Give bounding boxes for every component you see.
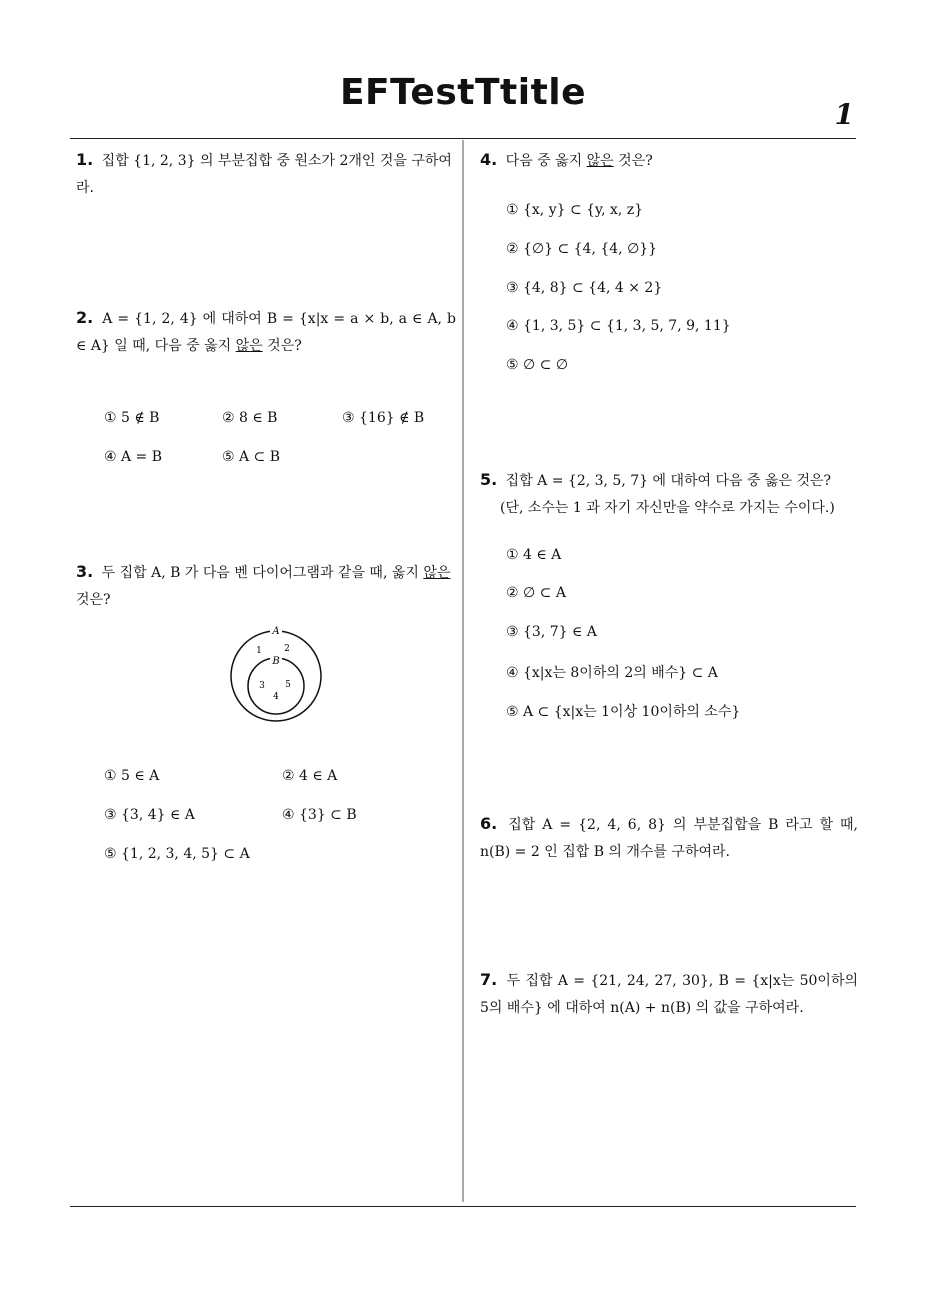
question-2 [76,304,456,360]
venn-diagram [228,624,328,724]
q2-choice-5[interactable]: ⑤ A ⊂ B [222,449,281,465]
q3-choice-4[interactable]: ④ {3} ⊂ B [282,807,357,823]
venn-element-inner-1: 3 [259,681,265,691]
top-rule [70,138,856,139]
question-3-text: 두 집합 A, B 가 다음 벤 다이어그램과 같을 때, 옳지 [101,565,424,581]
question-7-number: 7. [480,970,498,989]
q2-choice-3[interactable]: ③ {16} ∉ B [342,410,425,426]
question-3 [76,558,456,614]
question-5-number: 5. [480,470,498,489]
q2-choice-2[interactable]: ② 8 ∈ B [222,410,278,426]
q3-choice-3[interactable]: ③ {3, 4} ∈ A [104,807,195,823]
question-2-underlined: 않은 [235,338,263,354]
q5-choice-1[interactable]: ① 4 ∈ A [506,547,562,563]
question-4 [480,146,860,175]
q2-choice-4[interactable]: ④ A = B [104,449,163,465]
venn-label-b: B [272,656,280,667]
question-6-number: 6. [480,814,498,833]
venn-element-inner-2: 5 [285,680,291,690]
question-6-text: 집합 A = {2, 4, 6, 8} 의 부분집합을 B 라고 할 때, n(B) = 2 인 집합 B 의 개수를 구하여라. [480,817,858,860]
question-4-text: 다음 중 옳지 [505,153,587,169]
q2-choice-1[interactable]: ① 5 ∉ B [104,410,160,426]
question-5 [480,466,860,522]
q4-choice-3[interactable]: ③ {4, 8} ⊂ {4, 4 × 2} [506,280,663,296]
question-5-note: (단, 소수는 1 과 자기 자신만을 약수로 가지는 수이다.) [500,500,835,516]
question-1 [76,146,456,202]
q5-choice-5[interactable]: ⑤ A ⊂ {x|x는 1이상 10이하의 소수} [506,704,741,720]
venn-element-inner-3: 4 [273,692,279,702]
venn-element-outer-1: 1 [256,646,262,656]
question-7-text: 두 집합 A = {21, 24, 27, 30}, B = {x|x는 50이하의 5의 배수} 에 대하여 n(A) + n(B) 의 값을 구하여라. [480,973,858,1016]
question-2-number: 2. [76,308,94,327]
question-3-number: 3. [76,562,94,581]
q5-choice-3[interactable]: ③ {3, 7} ∈ A [506,624,597,640]
venn-set-a-circle [231,631,321,721]
venn-label-a: A [272,626,280,637]
q4-choice-4[interactable]: ④ {1, 3, 5} ⊂ {1, 3, 5, 7, 9, 11} [506,318,731,334]
question-2-text-end: 것은? [262,338,302,354]
q4-choice-2[interactable]: ② {∅} ⊂ {4, {4, ∅}} [506,241,658,257]
q4-choice-5[interactable]: ⑤ ∅ ⊂ ∅ [506,357,569,373]
page-title: EFTestTtitle [339,72,587,113]
question-1-number: 1. [76,150,94,169]
q5-choice-2[interactable]: ② ∅ ⊂ A [506,585,566,601]
question-3-text-end: 것은? [76,592,111,608]
venn-element-outer-2: 2 [284,644,290,654]
bottom-rule [70,1206,856,1207]
page-number: 1 [834,98,854,131]
question-4-number: 4. [480,150,498,169]
question-4-text-end: 것은? [613,153,653,169]
q5-choice-4[interactable]: ④ {x|x는 8이하의 2의 배수} ⊂ A [506,665,718,681]
q3-choice-1[interactable]: ① 5 ∈ A [104,768,160,784]
question-6 [480,810,858,866]
question-4-underlined: 않은 [586,153,614,169]
q4-choice-1[interactable]: ① {x, y} ⊂ {y, x, z} [506,202,644,218]
question-3-underlined: 않은 [423,565,451,581]
question-2-text: A = {1, 2, 4} 에 대하여 B = {x|x = a × b, a ∈ A, b ∈ A} 일 때, 다음 중 옳지 [76,311,456,354]
q3-choice-2[interactable]: ② 4 ∈ A [282,768,338,784]
column-divider [462,140,464,1202]
question-7 [480,966,858,1022]
question-1-text: 집합 {1, 2, 3} 의 부분집합 중 원소가 2개인 것을 구하여라. [76,153,452,196]
question-5-text: 집합 A = {2, 3, 5, 7} 에 대하여 다음 중 옳은 것은? [505,473,832,489]
q3-choice-5[interactable]: ⑤ {1, 2, 3, 4, 5} ⊂ A [104,846,250,862]
